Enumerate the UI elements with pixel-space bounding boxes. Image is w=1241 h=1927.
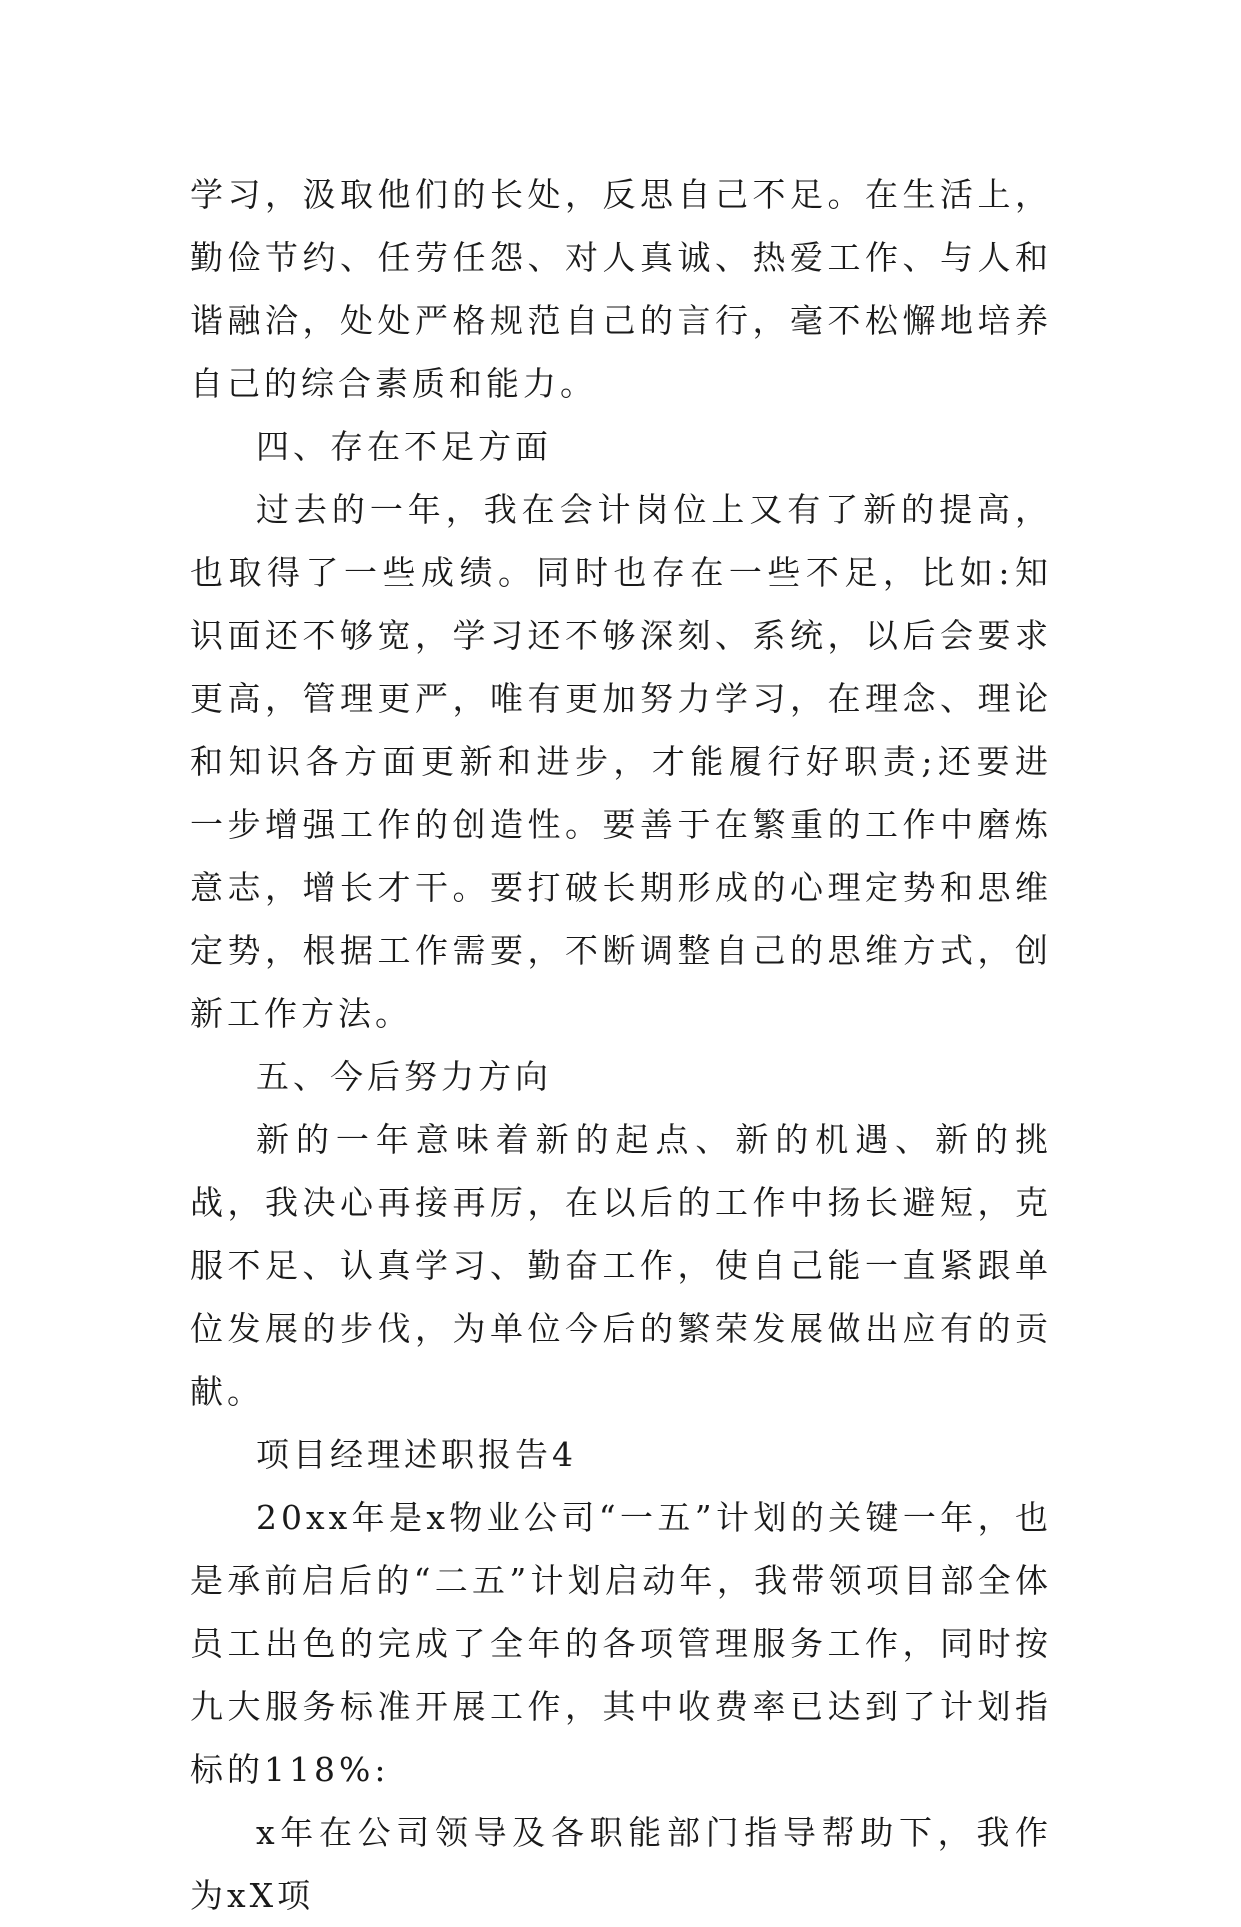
report-title: 项目经理述职报告4 bbox=[256, 1435, 577, 1474]
paragraph-report-continuation: x年在公司领导及各职能部门指导帮助下，我作为xX项 bbox=[190, 1813, 1052, 1915]
section-heading-shortcomings: 四、存在不足方面 bbox=[256, 427, 552, 466]
document-body bbox=[190, 163, 1052, 1927]
section-heading-future-direction: 五、今后努力方向 bbox=[256, 1057, 552, 1096]
paragraph-shortcomings: 过去的一年，我在会计岗位上又有了新的提高，也取得了一些成绩。同时也存在一些不足，比如:知识面还不够宽，学习还不够深刻、系统，以后会要求更高，管理更严，唯有更加努力学习，在理念、理论和知识各方面更新和进步，才能履行好职责;还要进一步增强工作的创造性。要善于在繁重的工作中磨炼意志，增长才干。要打破长期形成的心理定势和思维定势，根据工作需要，不断调整自己的思维方式，创新工作方法。 bbox=[190, 490, 1052, 1033]
paragraph-future-direction: 新的一年意味着新的起点、新的机遇、新的挑战，我决心再接再厉，在以后的工作中扬长避短，克服不足、认真学习、勤奋工作，使自己能一直紧跟单位发展的步伐，为单位今后的繁荣发展做出应有的贡献。 bbox=[190, 1120, 1052, 1411]
paragraph-continuation: 学习，汲取他们的长处，反思自己不足。在生活上，勤俭节约、任劳任怨、对人真诚、热爱工作、与人和谐融洽，处处严格规范自己的言行，毫不松懈地培养自己的综合素质和能力。 bbox=[190, 175, 1052, 403]
paragraph-report-intro: 20xx年是x物业公司“一五”计划的关键一年，也是承前启后的“二五”计划启动年，我带领项目部全体员工出色的完成了全年的各项管理服务工作，同时按九大服务标准开展工作，其中收费率已达到了计划指标的118%: bbox=[190, 1498, 1052, 1789]
